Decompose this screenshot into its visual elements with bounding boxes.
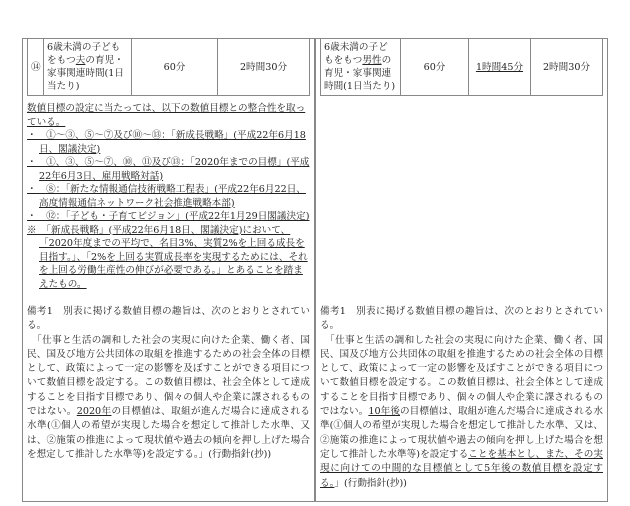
consistency-item: ・ ⑧：「新たな情報通信技術戦略工程表」(平成22年6月22日、高度情報通信ネットワーク社会推進戦略本部) [27, 184, 306, 209]
consistency-intro: 数値目標の設定に当たっては、以下の数値目標との整合性を取っている。 [27, 103, 306, 128]
current-text-column [22, 38, 315, 502]
current-value: 60分 [132, 39, 218, 96]
indicator-label [321, 39, 401, 96]
note-text: 」(行動指針(抄)) [334, 477, 407, 489]
consistency-item: ・ ⑫：「子ども・子育てビジョン」(平成22年1月29日閣議決定) [27, 211, 310, 222]
note-title: 備考1 別表に掲げる数値目標の趣旨は、次のとおりとされている。 [27, 306, 310, 332]
label-text: 6歳未満の子どもをもつ [47, 42, 121, 66]
note-text: の目標値は、取組が進んだ場合に達成される水準(①個人の希望が実現した場合を想定して推計した水準、又は、②施策の推進によって現状値や過去の傾向を押し上げた場合を想定して推計した水準等)を設定する。」(行動指針(抄)) [27, 406, 311, 460]
label-text: の育児・家事関連時間(1日当たり) [324, 55, 396, 92]
consistency-item: ・ ①、③、⑤～⑦、⑩、⑪及び⑬：「2020年までの目標」(平成22年6月3日、雇用戦略対話) [27, 157, 310, 182]
consistency-remark: ※ 「新成長戦略」(平成22年6月18日、閣議決定)において、「2020年度までの平均で、名目3%、実質2%を上回る成長を目指す。」、「2%を上回る実質成長率を実現するためには、それを上回る労働生産性の伸びが必要である。」とあることを踏まえたもの。 [27, 224, 308, 290]
consistency-section [27, 102, 310, 291]
note-body [320, 334, 603, 491]
blank-area [320, 96, 603, 291]
consistency-item: ・ ①～③、⑤～⑦及び⑩～⑬：「新成長戦略」(平成22年6月18日、閣議決定) [27, 130, 306, 155]
row-number: ⑭ [28, 39, 44, 96]
note-underlined: 2020年 [76, 406, 112, 418]
table-row [28, 39, 310, 96]
label-text: の育児・家事関連時間(1日当たり) [47, 55, 125, 92]
middle-target-value: 1時間45分 [469, 39, 531, 96]
label-text: 6歳未満の子どもをもつ [324, 42, 388, 66]
label-underlined: 男性 [362, 55, 382, 66]
note-text: 「仕事と生活の調和した社会の実現に向けた企業、働く者、国民、国及び地方公共団体の取組を推進するための社会全体の目標として、政策によって一定の影響を及ぼすことができる項目について数値目標を設定する。この数値目標は、社会全体として達成することを目指す目標であり、個々の個人や企業に課されるものではない。 [320, 334, 603, 418]
note-body [27, 334, 310, 463]
left-note [27, 305, 310, 462]
target-value: 2時間30分 [531, 39, 603, 96]
indicator-label [44, 39, 132, 96]
note-text: 「仕事と生活の調和した社会の実現に向けた企業、働く者、国民、国及び地方公共団体の取組を推進するための社会全体の目標として、政策によって一定の影響を及ぼすことができる項目について数値目標を設定する。この数値目標は、社会全体として達成することを目指す目標であり、個々の個人や企業に課されるものではない。 [27, 334, 310, 418]
right-note [320, 305, 603, 491]
table-row [321, 39, 603, 96]
label-underlined: 夫 [75, 55, 86, 66]
left-target-table [27, 39, 310, 96]
note-underlined: ことを基本とし、また、その実現に向けての中間的な目標値として5年後の数値目標を設定する。 [320, 448, 603, 489]
note-title: 備考1 別表に掲げる数値目標の趣旨は、次のとおりとされている。 [320, 306, 603, 332]
right-target-table [320, 39, 603, 96]
current-value: 60分 [401, 39, 469, 96]
target-value: 2時間30分 [218, 39, 310, 96]
note-text: の目標値は、取組が進んだ場合に達成される水準(①個人の希望が実現した場合を想定して推計した水準、又は、②施策の推進によって現状値や過去の傾向を押し上げた場合を想定して推計した水準等)を設定する [320, 406, 604, 460]
note-underlined: 10年後 [368, 406, 400, 418]
revised-text-column [315, 38, 608, 502]
